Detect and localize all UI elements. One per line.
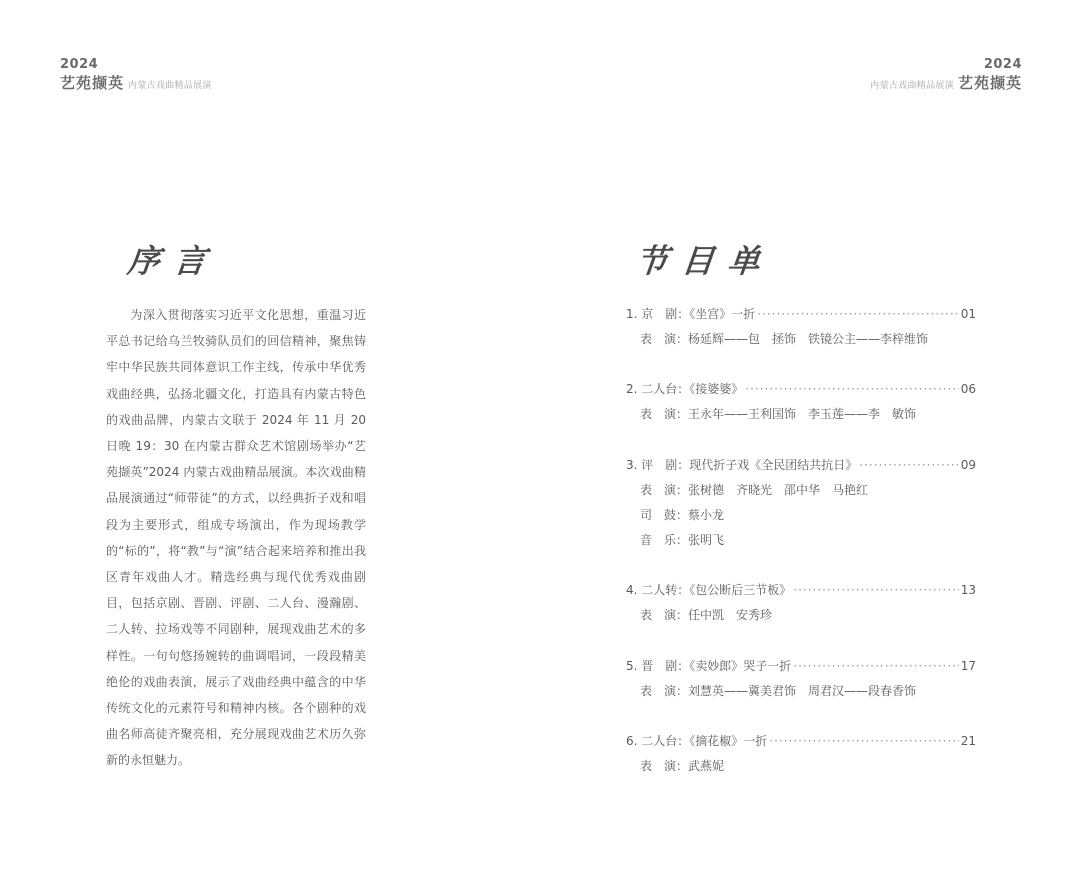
program-item xyxy=(626,578,976,628)
header-subtitle: 内蒙古戏曲精品展演 xyxy=(870,81,954,91)
dot-leader xyxy=(745,377,958,402)
preface-body xyxy=(106,302,366,774)
program-item xyxy=(626,453,976,553)
program-title: 节目单 xyxy=(633,242,776,280)
program-page: 01 xyxy=(960,307,976,321)
program-detail: 表 演：任中凯 安秀珍 xyxy=(640,608,773,622)
program-label: 1. 京 剧：《坐宫》一折 xyxy=(626,307,756,321)
program-detail: 音 乐：张明飞 xyxy=(640,533,725,547)
dot-leader xyxy=(793,654,958,679)
program-item xyxy=(626,377,976,427)
header-brand: 艺苑撷英 xyxy=(60,74,125,92)
header-year: 2024 xyxy=(60,57,99,72)
program-label: 6. 二人台：《摘花椒》一折 xyxy=(626,734,768,748)
header-brand: 艺苑撷英 xyxy=(957,74,1022,92)
program-title-row xyxy=(626,302,976,327)
program-item xyxy=(626,302,976,352)
header-brand-line xyxy=(60,72,212,93)
preface-title: 序言 xyxy=(125,242,222,280)
program-title-row xyxy=(626,654,976,679)
program-label: 2. 二人台：《接婆婆》 xyxy=(626,382,744,396)
program-label: 3. 评 剧：现代折子戏《全民团结共抗日》 xyxy=(626,458,858,472)
program-title-row xyxy=(626,729,976,754)
program-detail: 表 演：王永年——王利国饰 李玉莲——李 敏饰 xyxy=(640,407,917,421)
dot-leader xyxy=(769,729,958,754)
program-title-row xyxy=(626,453,976,478)
program-item xyxy=(626,654,976,704)
program-page: 09 xyxy=(960,458,976,472)
program-title-row xyxy=(626,377,976,402)
program-page: 06 xyxy=(960,382,976,396)
header-year: 2024 xyxy=(983,57,1022,72)
program-detail: 司 鼓：蔡小龙 xyxy=(640,508,725,522)
program-page: 21 xyxy=(960,734,976,748)
program-title-row xyxy=(626,578,976,603)
program-detail: 表 演：刘慧英——冀美君饰 周君汉——段春香饰 xyxy=(640,684,917,698)
program-page: 17 xyxy=(960,659,976,673)
program-label: 4. 二人转：《包公断后三节板》 xyxy=(626,583,792,597)
program-label: 5. 晋 剧：《卖妙郎》哭子一折 xyxy=(626,659,792,673)
header-left xyxy=(60,58,212,93)
preface-text: 为深入贯彻落实习近平文化思想，重温习近平总书记给乌兰牧骑队员们的回信精神，聚焦铸牢中华民族共同体意识工作主线，传承中华优秀戏曲经典，弘扬北疆文化，打造具有内蒙古特色的戏曲品牌，内蒙古文联于 2024 年 11 月 20 日晚 19：30 在内蒙古群众艺术馆剧场举办“艺苑撷英”2024 内蒙古戏曲精品展演。本次戏曲精品展演通过“师带徒”的方式，以经典折子戏和唱段为主要形式，组成专场演出，作为现场教学的“标的”，将“教”与“演”结合起来培养和推出我区青年戏曲人才。精选经典与现代优秀戏曲剧目，包括京剧、晋剧、评剧、二人台、漫瀚剧、二人转、拉场戏等不同剧种，展现戏曲艺术的多样性。一句句悠扬婉转的曲调唱词，一段段精美绝伦的戏曲表演，展示了戏曲经典中蕴含的中华传统文化的元素符号和精神内核。各个剧种的戏曲名师高徒齐聚亮相，充分展现戏曲艺术历久弥新的永恒魅力。 xyxy=(106,308,366,768)
dot-leader xyxy=(757,302,958,327)
dot-leader xyxy=(793,578,958,603)
dot-leader xyxy=(859,453,958,478)
program-detail: 表 演：张树德 齐晓光 邵中华 马艳红 xyxy=(640,483,869,497)
header-brand-line xyxy=(870,72,1022,93)
header-subtitle: 内蒙古戏曲精品展演 xyxy=(128,81,212,91)
header-right xyxy=(870,58,1022,93)
program-item xyxy=(626,729,976,779)
program-detail: 表 演：杨延辉——包 拯饰 铁镜公主——李梓维饰 xyxy=(640,332,929,346)
program-detail: 表 演：武燕妮 xyxy=(640,759,725,773)
program-page: 13 xyxy=(960,583,976,597)
